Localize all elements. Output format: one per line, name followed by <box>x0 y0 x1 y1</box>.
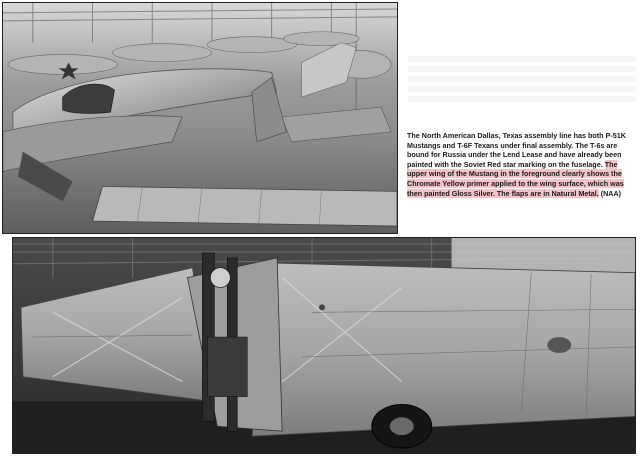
assembly-line-photo <box>2 2 398 234</box>
wing-section-illustration <box>13 238 635 453</box>
caption-highlighted-text: The upper wing of the Mustang in the foreground clearly shows the Chromate Yellow primer applied to the wing surface, which was then painted Gloss Silver. The flaps are in Natural Metal. <box>407 159 624 198</box>
assembly-line-illustration <box>3 3 397 233</box>
wing-section-photo <box>12 237 636 454</box>
caption-credit: (NAA) <box>598 188 622 198</box>
photo-caption <box>407 131 637 198</box>
faded-background-text <box>408 56 636 106</box>
caption-plain-text: The North American Dallas, Texas assembly line has both P-51K Mustangs and T-6F Texans under final assembly. The T-6s are bound for Russia under the Lend Lease and have already been painted with the Soviet Red star marking on the fuselage. <box>407 131 626 169</box>
